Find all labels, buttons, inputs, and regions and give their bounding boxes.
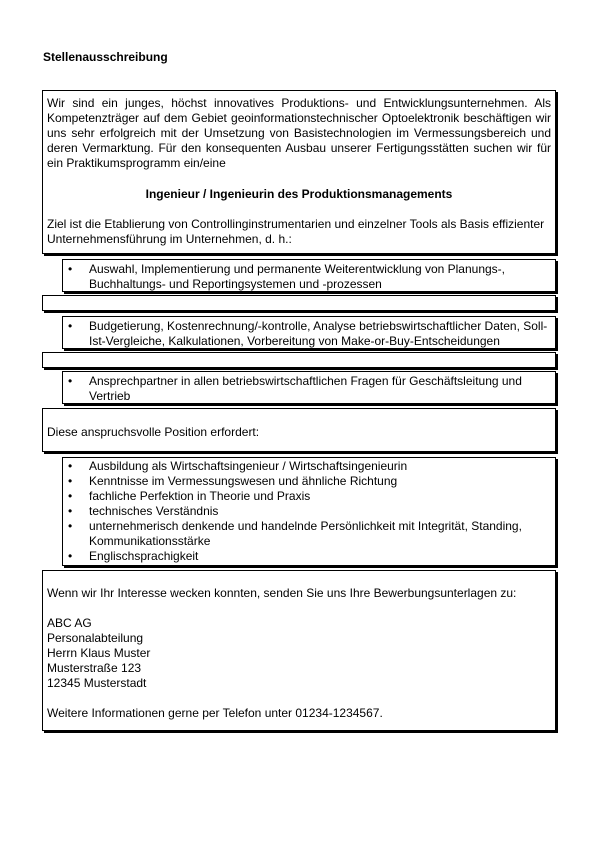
task-item: • Auswahl, Implementierung und permanente Weiterentwicklung von Planungs-, Buchhaltungs- und Reportingsystemen und -prozessen (63, 262, 551, 292)
contact-address (47, 616, 551, 691)
contact-intro: Wenn wir Ihr Interesse wecken konnten, senden Sie uns Ihre Bewerbungsunterlagen zu: (47, 586, 517, 600)
task-item: • Budgetierung, Kostenrechnung/-kontrolle, Analyse betriebswirtschaftlicher Daten, Soll-Ist-Vergleiche, Kalkulationen, Vorbereitung von Make-or-Buy-Entscheidungen (63, 319, 551, 349)
contact-person: Herrn Klaus Muster (47, 646, 151, 660)
requirements-intro-box (42, 408, 556, 452)
goal-paragraph: Ziel ist die Etablierung von Controllinginstrumentarien und einzelner Tools als Basis effizienter Unternehmensführung im Unternehmen, d. h.: (47, 217, 545, 246)
intro-box (42, 90, 556, 254)
contact-box (42, 570, 556, 731)
requirements-box (62, 457, 556, 566)
requirement-item: • fachliche Perfektion in Theorie und Praxis (63, 489, 551, 504)
document-title: Stellenausschreibung (43, 50, 168, 64)
task-box-3 (62, 371, 556, 404)
city-address: 12345 Musterstadt (47, 676, 147, 690)
spacer-box-2 (42, 352, 556, 368)
requirement-item: • technisches Verständnis (63, 504, 551, 519)
street-address: Musterstraße 123 (47, 661, 142, 675)
requirement-item: • Ausbildung als Wirtschaftsingenieur / Wirtschaftsingenieurin (63, 459, 551, 474)
task-box-2 (62, 316, 556, 349)
job-title: Ingenieur / Ingenieurin des Produktionsmanagements (145, 187, 453, 201)
requirement-item: • Englischsprachigkeit (63, 549, 551, 564)
requirements-intro: Diese anspruchsvolle Position erfordert: (47, 425, 260, 439)
department: Personalabteilung (47, 631, 144, 645)
requirement-item: • Kenntnisse im Vermessungswesen und ähnliche Richtung (63, 474, 551, 489)
company-name: ABC AG (47, 616, 92, 630)
spacer-box-1 (42, 295, 556, 311)
intro-paragraph: Wir sind ein junges, höchst innovatives Produktions- und Entwicklungsunternehmen. Als Kompetenzträger auf dem Gebiet geoinformationstechnischer Optoelektronik beschäftigen wir uns sehr erfolgreich mit der Umsetzung von Basistechnologien im Vermessungsbereich und deren Vermarktung. Für den konsequenten Ausbau unserer Fertigungsstätten suchen wir für ein Praktikumsprogramm ein/eine (47, 96, 551, 170)
requirements-list (63, 459, 551, 564)
task-item: • Ansprechpartner in allen betriebswirtschaftlichen Fragen für Geschäftsleitung und Vertrieb (63, 374, 551, 404)
phone-note: Weitere Informationen gerne per Telefon unter 01234-1234567. (47, 706, 383, 720)
requirement-item: • unternehmerisch denkende und handelnde Persönlichkeit mit Integrität, Standing, Kommunikationsstärke (63, 519, 551, 549)
task-box-1 (62, 259, 556, 292)
